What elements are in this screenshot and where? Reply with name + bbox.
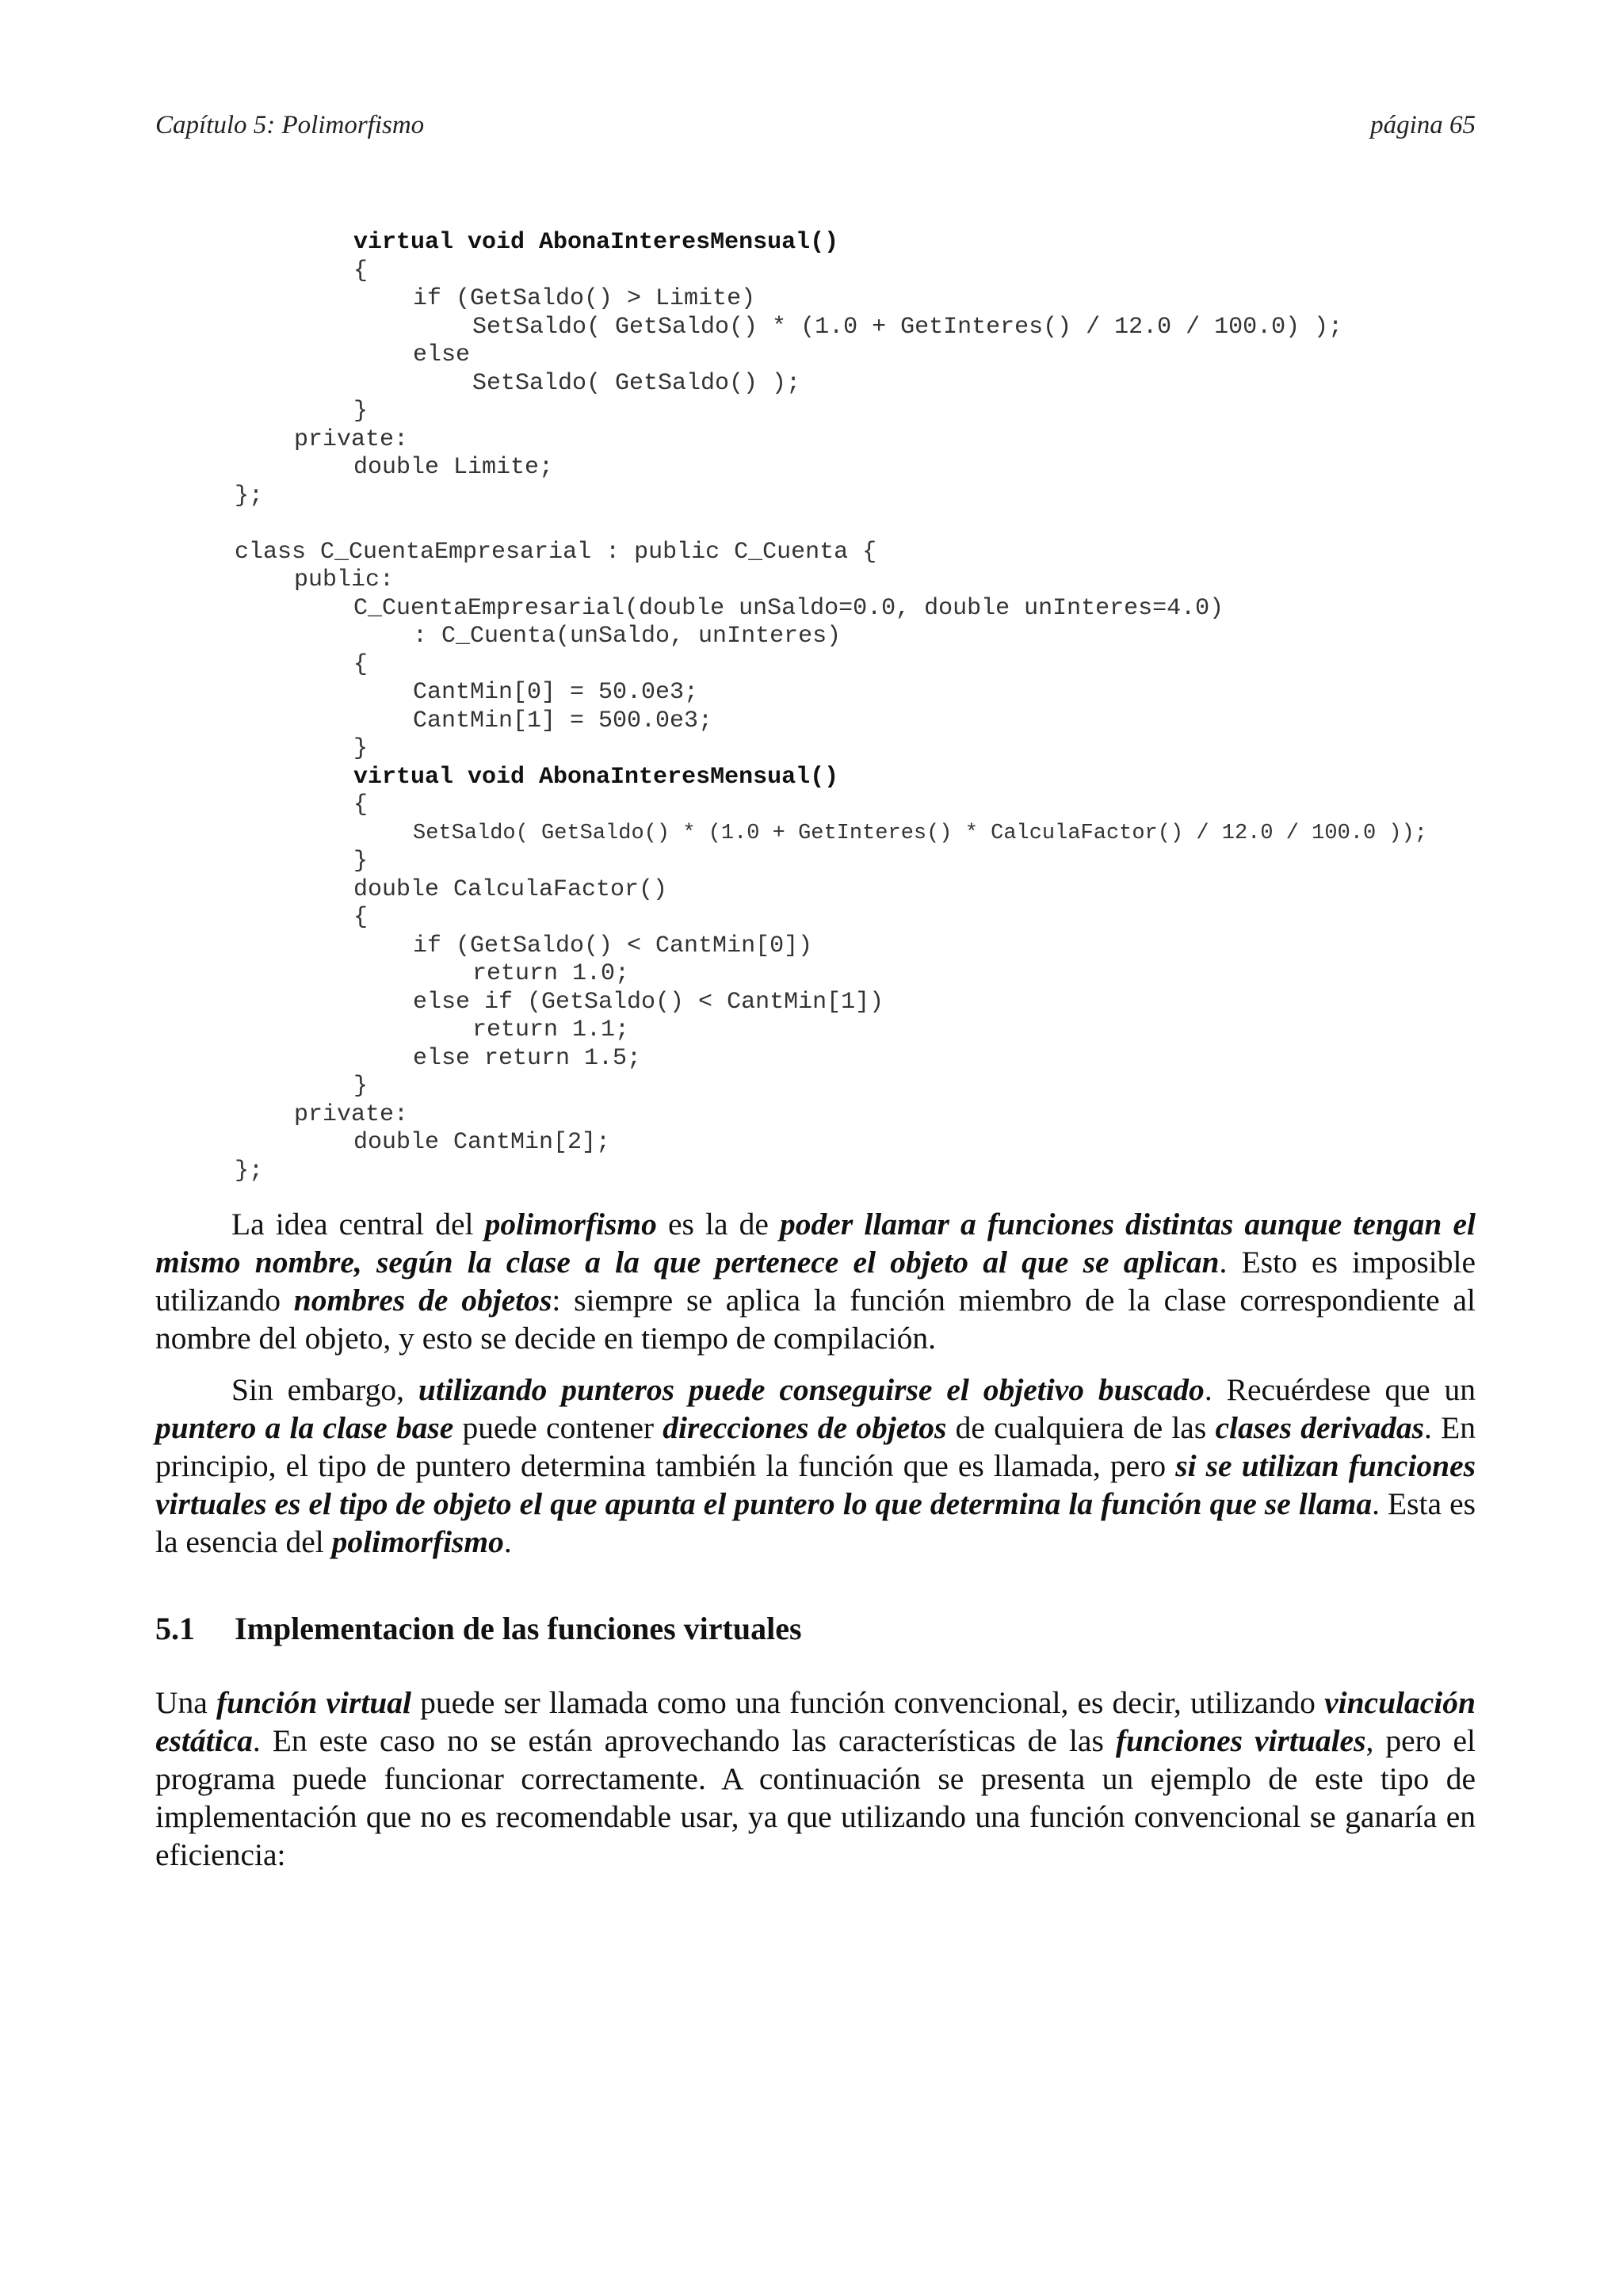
- code-line: };: [235, 1157, 264, 1184]
- emphasized-text: polimorfismo: [484, 1207, 657, 1241]
- text-run: . Esta es la esencia del: [155, 1486, 1476, 1559]
- code-line: };: [235, 482, 264, 509]
- section-heading: [155, 1610, 802, 1647]
- code-line: else: [413, 341, 471, 368]
- code-line: SetSaldo( GetSaldo() * (1.0 + GetInteres() / 12.0 / 100.0) );: [472, 313, 1343, 341]
- emphasized-text: puntero a la clase base: [155, 1410, 454, 1445]
- section-title: Implementacion de las funciones virtuales: [235, 1611, 802, 1646]
- text-run: Sin embargo,: [231, 1372, 418, 1407]
- paragraph-polymorphism-idea: [155, 1205, 1476, 1357]
- code-line: double Limite;: [353, 454, 554, 481]
- emphasized-text: direcciones de objetos: [663, 1410, 947, 1445]
- code-line: return 1.1;: [472, 1016, 630, 1043]
- code-line: SetSaldo( GetSaldo() * (1.0 + GetInteres() * CalculaFactor() / 12.0 / 100.0 ));: [413, 821, 1428, 845]
- code-line: else if (GetSaldo() < CantMin[1]): [413, 988, 884, 1016]
- code-line: private:: [294, 425, 409, 453]
- code-line: : C_Cuenta(unSaldo, unInteres): [413, 623, 842, 650]
- emphasized-text: polimorfismo: [331, 1524, 504, 1559]
- code-block: [0, 229, 1427, 1185]
- text-run: puede ser llamada como una función convencional, es decir, utilizando: [411, 1685, 1325, 1720]
- text-run: Una: [155, 1685, 216, 1720]
- code-line: virtual void AbonaInteresMensual(): [353, 229, 839, 256]
- text-run: . Esto es imposible utilizando: [155, 1245, 1476, 1318]
- text-run: . En este caso no se están aprovechando las características de las: [252, 1723, 1116, 1758]
- emphasized-text: si se utilizan funciones virtuales es el tipo de objeto el que apunta el puntero lo que determina la función que se llama: [155, 1448, 1476, 1521]
- text-run: puede contener: [453, 1410, 663, 1445]
- code-line: }: [353, 848, 369, 875]
- paragraph-virtual-function-static: [155, 1684, 1476, 1874]
- code-line: if (GetSaldo() > Limite): [413, 285, 756, 312]
- code-line: CantMin[1] = 500.0e3;: [413, 707, 713, 734]
- code-line: CantMin[0] = 50.0e3;: [413, 679, 699, 706]
- emphasized-text: utilizando punteros puede conseguirse el objetivo buscado: [418, 1372, 1205, 1407]
- section-number: 5.1: [155, 1611, 195, 1646]
- text-run: .: [503, 1524, 512, 1559]
- code-line: if (GetSaldo() < CantMin[0]): [413, 932, 813, 959]
- code-line: public:: [294, 566, 395, 593]
- code-line: class C_CuentaEmpresarial : public C_Cuenta {: [235, 538, 877, 566]
- text-run: La idea central del: [231, 1207, 485, 1241]
- code-line: {: [353, 650, 369, 678]
- text-run: de cualquiera de las: [946, 1410, 1216, 1445]
- code-line: }: [353, 735, 369, 762]
- page-header: [155, 111, 1476, 140]
- code-line: return 1.0;: [472, 960, 630, 987]
- code-line: }: [353, 398, 369, 425]
- code-line: private:: [294, 1100, 409, 1128]
- emphasized-text: vinculación estática: [155, 1685, 1476, 1758]
- section-body: [155, 1684, 1476, 1874]
- page-number: página 65: [1370, 111, 1476, 139]
- emphasized-text: nombres de objetos: [293, 1283, 552, 1318]
- code-line: virtual void AbonaInteresMensual(): [353, 763, 839, 791]
- emphasized-text: función virtual: [216, 1685, 411, 1720]
- text-run: . Recuérdese que un: [1204, 1372, 1476, 1407]
- body-paragraphs: [155, 1205, 1476, 1561]
- emphasized-text: funciones virtuales: [1115, 1723, 1366, 1758]
- code-line: }: [353, 1073, 369, 1100]
- chapter-title: Capítulo 5: Polimorfismo: [155, 111, 425, 139]
- paragraph-pointers: [155, 1371, 1476, 1561]
- code-line: SetSaldo( GetSaldo() );: [472, 369, 801, 397]
- emphasized-text: clases derivadas: [1215, 1410, 1424, 1445]
- code-line: else return 1.5;: [413, 1044, 642, 1072]
- code-line: {: [353, 791, 369, 818]
- text-run: , pero el programa puede funcionar correctamente. A continuación se presenta un ejemplo de este tipo de implementación que no es recomendable usar, ya que utilizando una función convencional se ganaría en eficiencia:: [155, 1723, 1476, 1872]
- emphasized-text: poder llamar a funciones distintas aunque tengan el mismo nombre, según la clase a la que pertenece el objeto al que se aplican: [155, 1207, 1476, 1280]
- text-run: . En principio, el tipo de puntero determina también la función que es llamada, pero: [155, 1410, 1476, 1483]
- code-line: double CantMin[2];: [353, 1129, 611, 1156]
- code-line: [0, 510, 1427, 539]
- text-run: es la de: [656, 1207, 781, 1241]
- code-line: double CalculaFactor(): [353, 875, 668, 903]
- code-line: {: [353, 257, 369, 284]
- text-run: : siempre se aplica la función miembro de la clase correspondiente al nombre del objeto, y esto se decide en tiempo de compilación.: [155, 1283, 1476, 1356]
- code-line: {: [353, 904, 369, 931]
- code-line: C_CuentaEmpresarial(double unSaldo=0.0, double unInteres=4.0): [353, 594, 1224, 622]
